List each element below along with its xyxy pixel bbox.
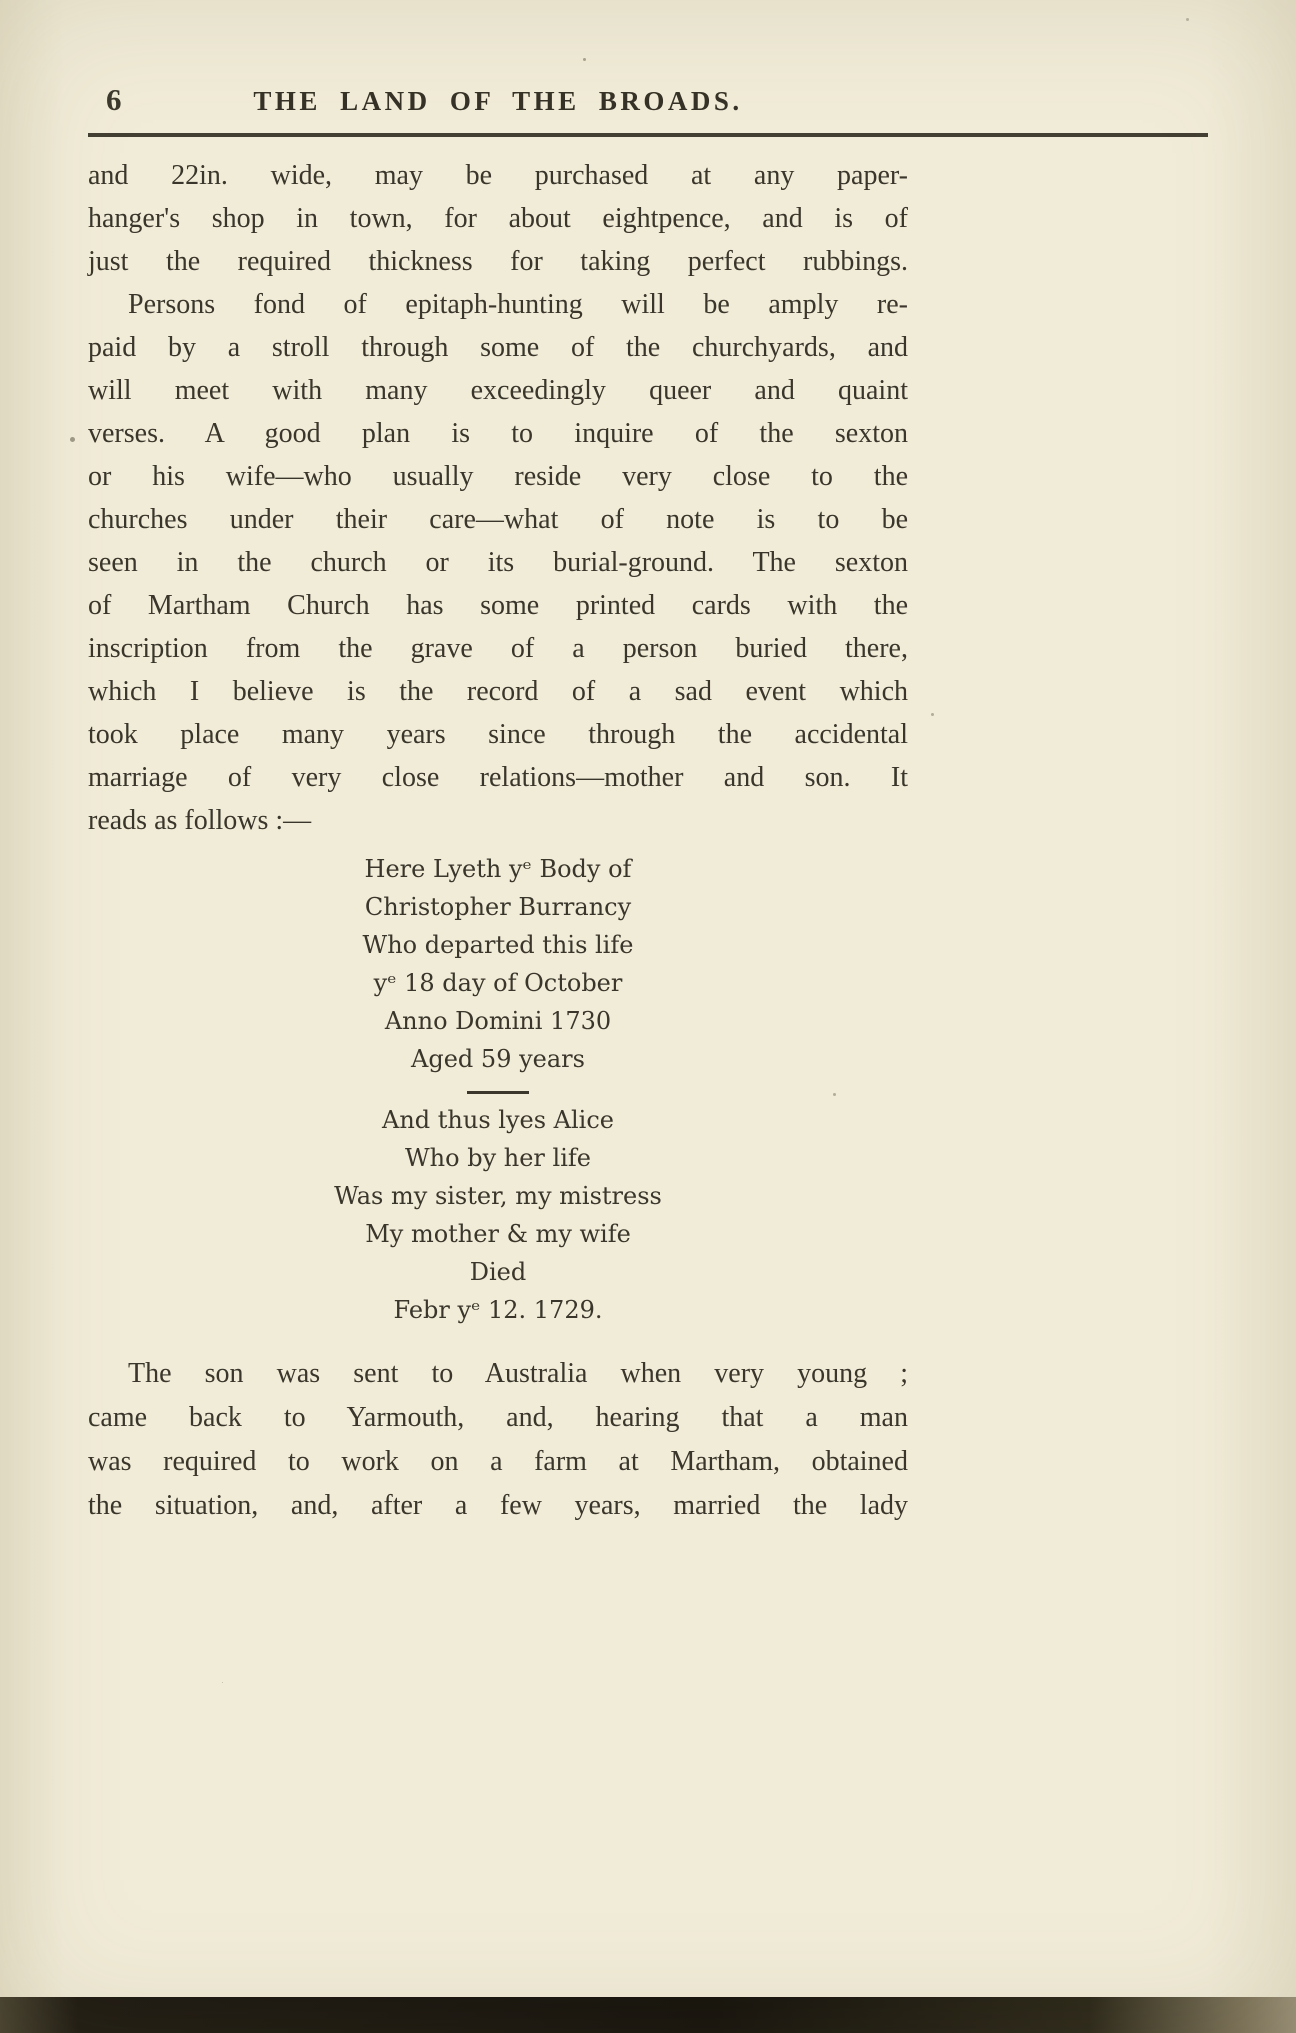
stanza-divider-rule	[467, 1091, 529, 1094]
epitaph-line: Aged 59 years	[411, 1045, 585, 1073]
text-line: paid by a stroll through some of the churchyards, and	[88, 332, 908, 363]
text-line: just the required thickness for taking perfect rubbings.	[88, 246, 908, 277]
text-line: inscription from the grave of a person buried there,	[88, 633, 908, 664]
text-line: hanger's shop in town, for about eightpence, and is of	[88, 203, 908, 234]
page-header-title: THE LAND OF THE BROADS.	[253, 86, 743, 116]
text-line: the situation, and, after a few years, married the lady	[88, 1490, 908, 1521]
text-line: which I believe is the record of a sad event which	[88, 676, 908, 707]
text-line: Persons fond of epitaph-hunting will be amply re-	[128, 289, 908, 320]
epitaph-stanza-1	[88, 850, 908, 1078]
text-line: and 22in. wide, may be purchased at any paper-	[88, 160, 908, 191]
text-line: verses. A good plan is to inquire of the sexton	[88, 418, 908, 449]
epitaph-line: Was my sister, my mistress	[334, 1182, 662, 1210]
text-line: churches under their care—what of note is to be	[88, 504, 908, 535]
text-line: of Martham Church has some printed cards with the	[88, 590, 908, 621]
paragraph	[88, 154, 908, 283]
text-line: took place many years since through the accidental	[88, 719, 908, 750]
paragraph	[88, 1352, 908, 1528]
scan-edge-bar	[0, 1997, 1296, 2033]
epitaph-line: Here Lyeth yᵉ Body of	[364, 855, 632, 883]
paragraph	[88, 283, 908, 842]
epitaph-line: Anno Domini 1730	[384, 1007, 612, 1035]
epitaph-line: Who by her life	[405, 1144, 591, 1172]
epitaph-line: Died	[469, 1258, 527, 1286]
text-line: marriage of very close relations—mother and son. It	[88, 762, 908, 793]
epitaph-line: Febr yᵉ 12. 1729.	[393, 1296, 603, 1324]
page-number: 6	[106, 82, 122, 117]
text-line: The son was sent to Australia when very young ;	[128, 1358, 908, 1389]
text-line: seen in the church or its burial-ground. The sexton	[88, 547, 908, 578]
body-text	[88, 154, 908, 842]
epitaph-line: My mother & my wife	[365, 1220, 631, 1248]
text-line: reads as follows :—	[88, 805, 312, 836]
header-rule	[88, 133, 1208, 137]
text-line: was required to work on a farm at Martham, obtained	[88, 1446, 908, 1477]
text-line: or his wife—who usually reside very close to the	[88, 461, 908, 492]
text-line: came back to Yarmouth, and, hearing that a man	[88, 1402, 908, 1433]
epitaph-stanza-2	[88, 1101, 908, 1329]
closing-paragraph	[88, 1352, 908, 1528]
epitaph-line: yᵉ 18 day of October	[373, 969, 623, 997]
epitaph-block	[88, 850, 908, 1329]
text-line: will meet with many exceedingly queer and quaint	[88, 375, 908, 406]
epitaph-line: And thus lyes Alice	[382, 1106, 614, 1134]
epitaph-line: Christopher Burrancy	[364, 893, 632, 921]
epitaph-line: Who departed this life	[362, 931, 634, 959]
